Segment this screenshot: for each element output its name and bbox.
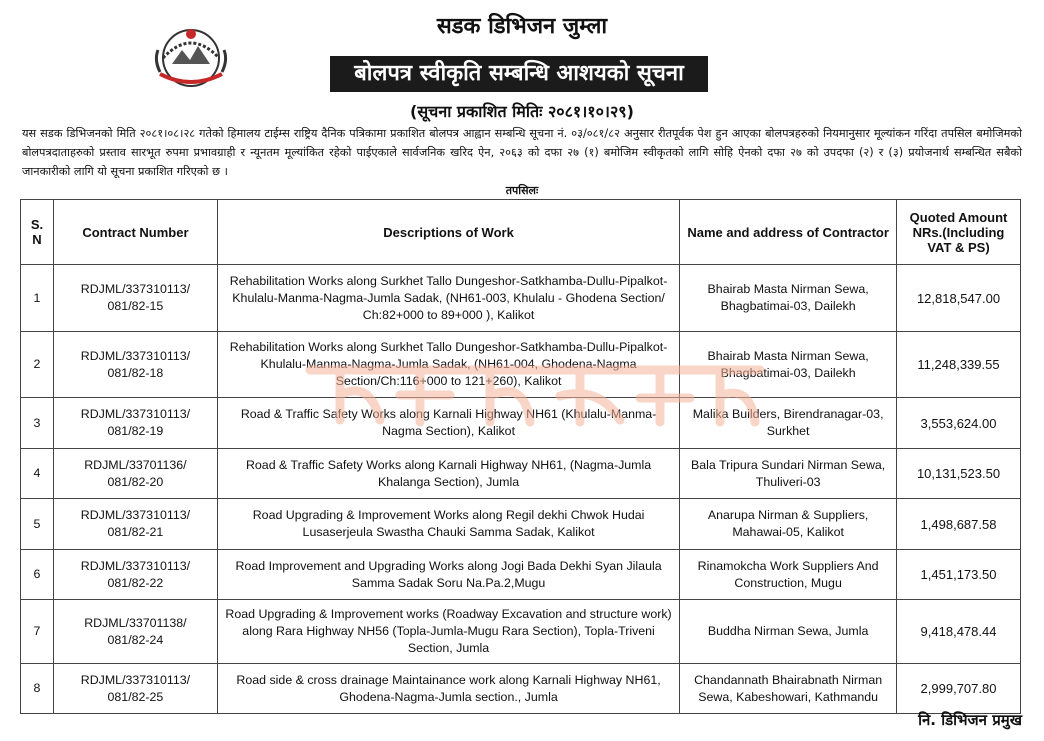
table-header-row	[21, 200, 1021, 265]
cell-sn: 4	[21, 449, 54, 499]
cell-contractor: Chandannath Bhairabnath Nirman Sewa, Kabeshowari, Kathmandu	[680, 664, 897, 714]
publish-date: (सूचना प्रकाशित मितिः २०८१।१०।२९)	[410, 102, 634, 121]
cell-amount: 2,999,707.80	[897, 664, 1021, 714]
cell-contract-number: RDJML/337310113/ 081/82-22	[53, 550, 217, 600]
header-description: Descriptions of Work	[217, 200, 679, 265]
tapasil-label: तपसिलः	[505, 184, 539, 197]
notice-title-banner: बोलपत्र स्वीकृति सम्बन्धि आशयको सूचना	[330, 56, 708, 92]
cell-contract-number: RDJML/337310113/ 081/82-21	[53, 499, 217, 550]
table-row	[21, 664, 1021, 714]
table-row	[21, 398, 1021, 449]
cell-sn: 6	[21, 550, 54, 600]
header-sn: S. N	[21, 200, 54, 265]
cell-contract-number: RDJML/337310113/ 081/82-15	[53, 265, 217, 332]
cell-contract-number: RDJML/33701138/ 081/82-24	[53, 600, 217, 664]
cell-description: Rehabilitation Works along Surkhet Tallo Dungeshor-Satkhamba-Dullu-Pipalkot-Khulalu-Manma-Nagma-Jumla Sadak, (NH61-003, Khulalu - Ghodena Section/ Ch:82+000 to 89+000 ), Kalikot	[217, 265, 679, 332]
cell-contractor: Bhairab Masta Nirman Sewa, Bhagbatimai-03, Dailekh	[680, 265, 897, 332]
signoff: नि. डिभिजन प्रमुख	[918, 711, 1022, 729]
cell-contract-number: RDJML/337310113/ 081/82-19	[53, 398, 217, 449]
cell-description: Rehabilitation Works along Surkhet Tallo Dungeshor-Satkhamba-Dullu-Pipalkot-Khulalu-Manma-Nagma-Jumla Sadak, (NH61-004, Ghodena-Nagma Section/Ch:116+000 to 121+260), Kalikot	[217, 332, 679, 398]
cell-description: Road Upgrading & Improvement Works along Regil dekhi Chwok Hudai Lusaserjeula Swastha Chauki Samma Sadak, Kalikot	[217, 499, 679, 550]
cell-contractor: Bala Tripura Sundari Nirman Sewa, Thuliveri-03	[680, 449, 897, 499]
cell-description: Road Improvement and Upgrading Works along Jogi Bada Dekhi Syan Jilaula Samma Sadak Soru Na.Pa.2,Mugu	[217, 550, 679, 600]
cell-sn: 2	[21, 332, 54, 398]
cell-contractor: Bhairab Masta Nirman Sewa, Bhagbatimai-03, Dailekh	[680, 332, 897, 398]
cell-description: Road side & cross drainage Maintainance work along Karnali Highway NH61, Ghodena-Nagma-Jumla section., Jumla	[217, 664, 679, 714]
header-amount: Quoted Amount NRs.(Including VAT & PS)	[897, 200, 1021, 265]
cell-description: Road & Traffic Safety Works along Karnali Highway NH61 (Khulalu-Manma-Nagma Section), Kalikot	[217, 398, 679, 449]
cell-amount: 11,248,339.55	[897, 332, 1021, 398]
intro-paragraph: यस सडक डिभिजनको मिति २०८१।०८।२८ गतेको हिमालय टाईम्स राष्ट्रिय दैनिक पत्रिकामा प्रकाशित बोलपत्र आह्वान सम्बन्धि सूचना नं. ०३/०८१/८२ अनुसार रीतपूर्वक पेश हुन आएका बोलपत्रहरुको नियमानुसार मूल्यांकन गरिंदा तपसिल बमोजिमको बोलपत्रदाताहरुको प्रस्ताव सारभूत रुपमा प्रभावग्राही र न्यूनतम मूल्यांकित रहेको पाईएकाले सार्वजनिक खरिद ऐन, २०६३ को दफा २७ (१) बमोजिम स्वीकृतको लागि सोहि ऐनको दफा २७ को उपदफा (२) र (३) प्रयोजनार्थ सम्बन्धित सबैको जानकारीको लागि यो सूचना प्रकाशित गरिएको छ ।	[22, 127, 1022, 178]
cell-contractor: Rinamokcha Work Suppliers And Construction, Mugu	[680, 550, 897, 600]
cell-contractor: Anarupa Nirman & Suppliers, Mahawai-05, Kalikot	[680, 499, 897, 550]
cell-contract-number: RDJML/337310113/ 081/82-18	[53, 332, 217, 398]
table-row	[21, 449, 1021, 499]
cell-contractor: Buddha Nirman Sewa, Jumla	[680, 600, 897, 664]
table-row	[21, 265, 1021, 332]
cell-amount: 9,418,478.44	[897, 600, 1021, 664]
header-contractor: Name and address of Contractor	[680, 200, 897, 265]
header-contract-number: Contract Number	[53, 200, 217, 265]
cell-description: Road & Traffic Safety Works along Karnali Highway NH61, (Nagma-Jumla Khalanga Section), Jumla	[217, 449, 679, 499]
cell-sn: 8	[21, 664, 54, 714]
table-row	[21, 550, 1021, 600]
cell-contractor: Malika Builders, Birendranagar-03, Surkhet	[680, 398, 897, 449]
cell-amount: 10,131,523.50	[897, 449, 1021, 499]
cell-sn: 7	[21, 600, 54, 664]
cell-contract-number: RDJML/33701136/ 081/82-20	[53, 449, 217, 499]
table-row	[21, 499, 1021, 550]
cell-amount: 1,451,173.50	[897, 550, 1021, 600]
cell-amount: 12,818,547.00	[897, 265, 1021, 332]
cell-sn: 1	[21, 265, 54, 332]
cell-description: Road Upgrading & Improvement works (Roadway Excavation and structure work) along Rara Highway NH56 (Topla-Jumla-Mugu Rara Section), Topla-Triveni Section, Jumla	[217, 600, 679, 664]
table-row	[21, 600, 1021, 664]
cell-sn: 5	[21, 499, 54, 550]
office-name: सडक डिभिजन जुम्ला	[436, 14, 608, 39]
cell-amount: 3,553,624.00	[897, 398, 1021, 449]
cell-sn: 3	[21, 398, 54, 449]
table-row	[21, 332, 1021, 398]
contract-table	[20, 199, 1021, 714]
cell-contract-number: RDJML/337310113/ 081/82-25	[53, 664, 217, 714]
cell-amount: 1,498,687.58	[897, 499, 1021, 550]
